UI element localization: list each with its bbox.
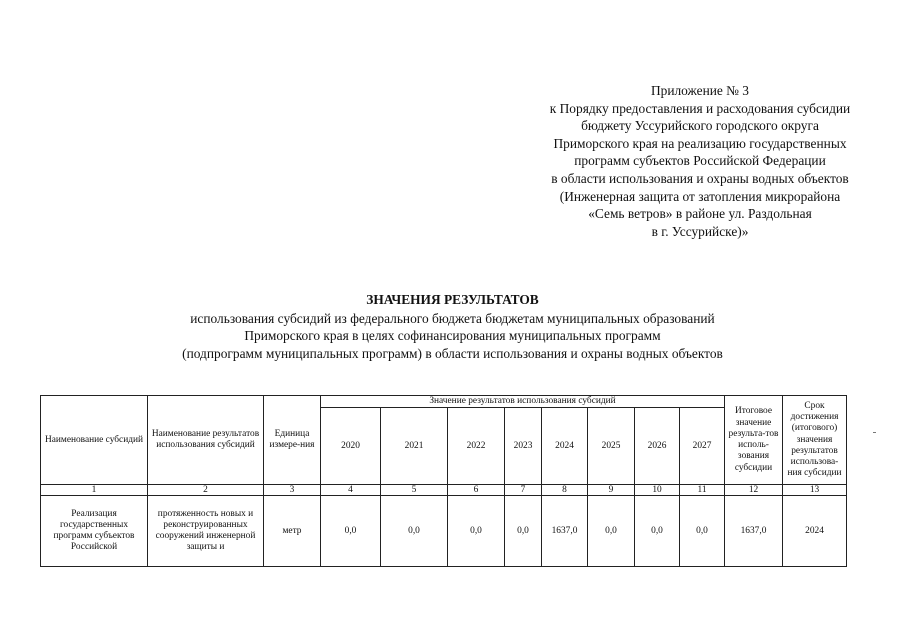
subtitle-line: (подпрограмм муниципальных программ) в области использования и охраны водных объектов (182, 345, 723, 361)
appendix-line: Приложение № 3 (650, 83, 750, 98)
subtitle-line: Приморского края в целях софинансирования муниципальных программ (244, 328, 661, 344)
header-values-group: Значение результатов использования субсидий (321, 396, 725, 408)
cell-value: 0,0 (448, 496, 505, 567)
appendix-line: в области использования и охраны водных объектов (551, 170, 849, 186)
appendix-line: Приморского края на реализацию государственных (553, 135, 847, 151)
cell-value: 1637,0 (542, 496, 588, 567)
header-label: Наименование субсидий (44, 434, 144, 445)
header-total (725, 396, 783, 485)
column-number: 5 (381, 485, 448, 496)
appendix-header (470, 82, 905, 240)
header-deadline (783, 396, 847, 485)
year-header: 2021 (381, 408, 448, 485)
header-subsidy-name (41, 396, 148, 485)
header-label: Единица измере-ния (269, 428, 315, 451)
column-number: 11 (680, 485, 725, 496)
column-number: 13 (783, 485, 847, 496)
cell-total: 1637,0 (725, 496, 783, 567)
column-number-row (41, 485, 847, 496)
scan-speck (873, 432, 876, 433)
header-label: Срок достижения (итогового) значения результатов использова-ния субсидии (787, 400, 842, 479)
column-number: 12 (725, 485, 783, 496)
cell-unit: метр (264, 496, 321, 567)
header-unit (264, 396, 321, 485)
appendix-line: «Семь ветров» в районе ул. Раздольная (588, 206, 812, 222)
document-subtitle (0, 310, 905, 362)
appendix-line: в г. Уссурийске)» (651, 223, 749, 239)
column-number: 9 (588, 485, 635, 496)
header-label: Итоговое значение результа-тов исполь-зования субсидии (728, 406, 779, 473)
year-header: 2023 (505, 408, 542, 485)
year-header: 2020 (321, 408, 381, 485)
year-header: 2022 (448, 408, 505, 485)
cell-value: 0,0 (680, 496, 725, 567)
column-number: 1 (41, 485, 148, 496)
subtitle-line: использования субсидий из федерального бюджета бюджетам муниципальных образований (190, 311, 715, 326)
cell-result-name: протяженность новых и реконструированных сооружений инженерной защиты и (148, 496, 264, 567)
year-header: 2024 (542, 408, 588, 485)
column-number: 10 (635, 485, 680, 496)
header-label: Наименование результатов использования субсидий (151, 428, 260, 451)
cell-deadline: 2024 (783, 496, 847, 567)
header-result-name (148, 396, 264, 485)
cell-value: 0,0 (321, 496, 381, 567)
column-number: 2 (148, 485, 264, 496)
year-header: 2026 (635, 408, 680, 485)
cell-value: 0,0 (635, 496, 680, 567)
column-number: 7 (505, 485, 542, 496)
column-number: 6 (448, 485, 505, 496)
column-number: 3 (264, 485, 321, 496)
cell-value: 0,0 (588, 496, 635, 567)
appendix-line: программ субъектов Российской Федерации (574, 153, 826, 169)
appendix-line: к Порядку предоставления и расходования субсидии (549, 100, 851, 116)
cell-value: 0,0 (381, 496, 448, 567)
year-header: 2027 (680, 408, 725, 485)
table-row (41, 496, 847, 567)
cell-value: 0,0 (505, 496, 542, 567)
appendix-line: (Инженерная защита от затопления микрорайона (559, 188, 841, 204)
column-number: 4 (321, 485, 381, 496)
results-table (40, 395, 847, 567)
year-header: 2025 (588, 408, 635, 485)
appendix-line: бюджету Уссурийского городского округа (581, 118, 819, 134)
cell-subsidy-name: Реализация государственных программ субъектов Российской (41, 496, 148, 567)
column-number: 8 (542, 485, 588, 496)
document-title: ЗНАЧЕНИЯ РЕЗУЛЬТАТОВ (366, 292, 539, 307)
table-header-row (41, 396, 847, 408)
